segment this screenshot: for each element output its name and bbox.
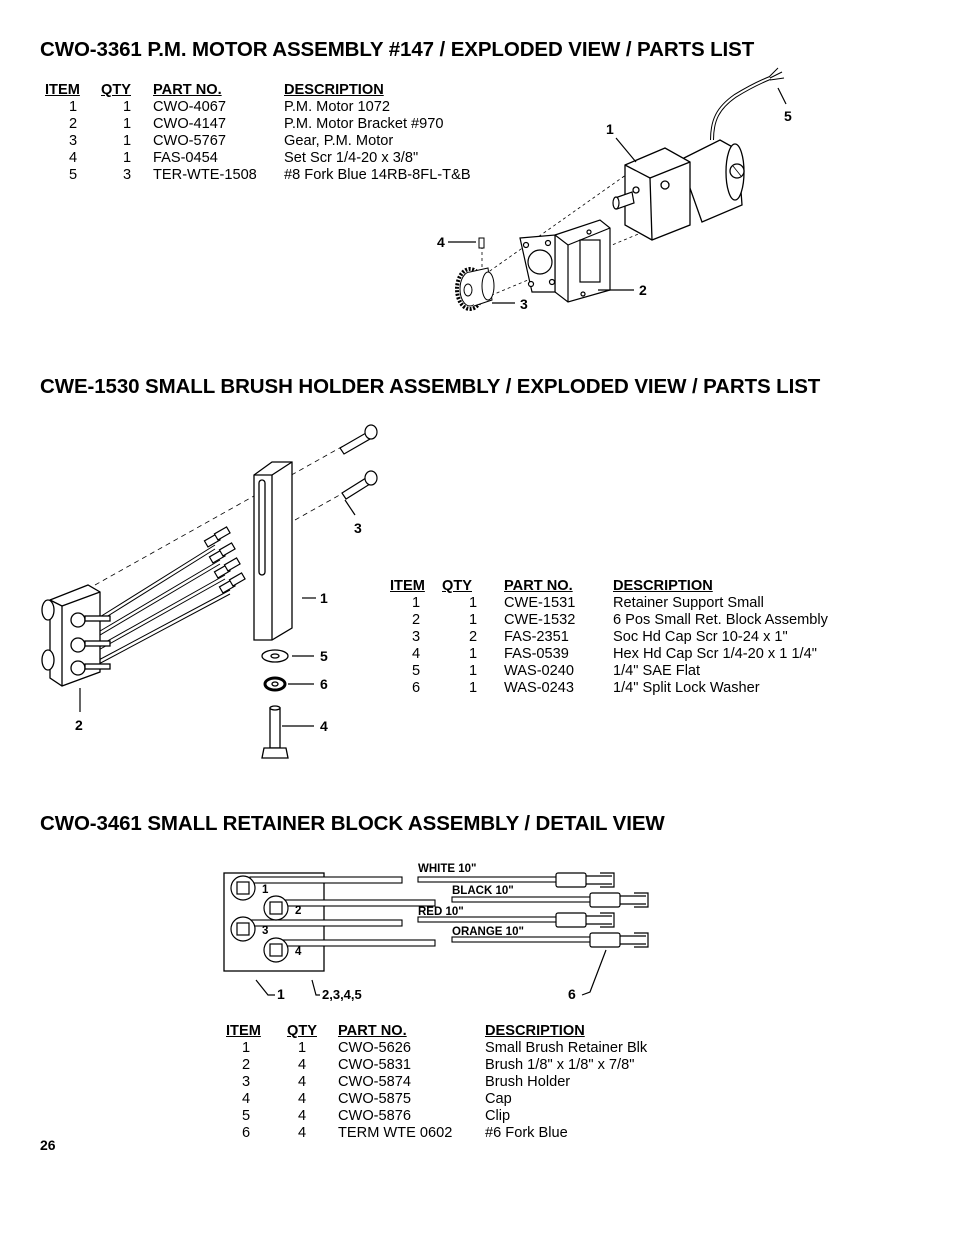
header-item: ITEM [390,578,425,594]
cell-item: 3 [241,1074,251,1090]
section1-parts-table [45,82,494,184]
cell-item: 2 [68,116,78,132]
wire-label-orange: ORANGE 10" [452,926,524,938]
wire-label-black: BLACK 10" [452,885,514,897]
table-row [45,150,494,167]
table-row [45,116,494,133]
cell-part-no: CWO-5767 [153,133,226,149]
callout-5: 5 [320,648,328,664]
table-row [390,595,853,612]
table-row [45,167,494,184]
header-part-no: PART NO. [504,578,573,594]
callout-4: 4 [437,234,445,250]
header-qty: QTY [101,82,131,98]
callout-1: 1 [606,121,614,137]
callout-6: 6 [568,986,576,1002]
cell-qty: 1 [122,99,132,115]
page-number: 26 [40,1137,56,1153]
table-row [45,133,494,150]
cell-qty: 1 [468,612,478,628]
callout-3: 3 [354,520,362,536]
header-item: ITEM [45,82,80,98]
fork-terminals [556,873,648,947]
cell-item: 1 [68,99,78,115]
cell-description: Set Scr 1/4-20 x 3/8" [284,150,419,166]
slot-number-1: 1 [262,884,269,896]
brush-holder-exploded-view [40,420,380,770]
cell-qty: 1 [122,150,132,166]
header-description: DESCRIPTION [485,1023,585,1039]
cell-part-no: CWO-5875 [338,1091,411,1107]
header-qty: QTY [287,1023,317,1039]
motor-exploded-view [430,65,810,325]
cell-part-no: CWO-5874 [338,1074,411,1090]
cell-part-no: FAS-0539 [504,646,569,662]
cell-item: 6 [411,680,421,696]
cell-part-no: FAS-0454 [153,150,218,166]
cell-part-no: TER-WTE-1508 [153,167,257,183]
cell-part-no: CWE-1531 [504,595,576,611]
cell-item: 1 [411,595,421,611]
cell-description: P.M. Motor 1072 [284,99,390,115]
retainer-block-detail-view [220,855,660,1010]
table-row [390,629,853,646]
table-row [226,1108,685,1125]
hex-bolt [262,706,288,758]
cable-leads [769,68,784,80]
header-qty: QTY [442,578,472,594]
header-item: ITEM [226,1023,261,1039]
wire-label-red: RED 10" [418,906,464,918]
header-description: DESCRIPTION [284,82,384,98]
cell-description: Soc Hd Cap Scr 10-24 x 1" [613,629,788,645]
retainer-support [254,462,292,640]
cell-item: 2 [411,612,421,628]
callout-2: 2 [639,282,647,298]
table-header-row [45,82,494,99]
cell-part-no: CWE-1532 [504,612,576,628]
table-row [45,99,494,116]
callout-2: 2 [75,717,83,733]
cell-qty: 4 [297,1091,307,1107]
cell-item: 4 [241,1091,251,1107]
cell-description: Brush Holder [485,1074,571,1090]
cell-item: 3 [68,133,78,149]
table-row [226,1057,685,1074]
section2-title: CWE-1530 SMALL BRUSH HOLDER ASSEMBLY / EXPLODED VIEW / PARTS LIST [40,375,821,398]
cell-part-no: CWO-4067 [153,99,226,115]
cell-description: 1/4" Split Lock Washer [613,680,760,696]
cell-item: 6 [241,1125,251,1141]
callout-3: 3 [520,296,528,312]
set-screw [479,238,484,248]
table-row [226,1091,685,1108]
cell-qty: 1 [468,680,478,696]
cell-part-no: CWO-5876 [338,1108,411,1124]
cell-description: Brush 1/8" x 1/8" x 7/8" [485,1057,635,1073]
table-header-row [390,578,853,595]
callout-1: 1 [320,590,328,606]
gearbox-housing [625,148,690,240]
cell-description: 1/4" SAE Flat [613,663,701,679]
table-row [390,663,853,680]
cell-description: 6 Pos Small Ret. Block Assembly [613,612,828,628]
cell-qty: 1 [122,116,132,132]
cell-qty: 3 [122,167,132,183]
cell-part-no: CWO-5626 [338,1040,411,1056]
cell-qty: 4 [297,1057,307,1073]
cell-item: 5 [411,663,421,679]
cell-item: 4 [68,150,78,166]
section3-parts-table [226,1023,685,1142]
cell-qty: 1 [122,133,132,149]
cell-item: 3 [411,629,421,645]
table-row [390,680,853,697]
retainer-block [42,585,110,686]
cell-item: 1 [241,1040,251,1056]
flat-washer [262,650,288,662]
slot-number-2: 2 [295,905,302,917]
table-row [226,1125,685,1142]
callout-5: 5 [784,108,792,124]
section2-parts-table [390,578,853,697]
cell-part-no: WAS-0240 [504,663,575,679]
section1-title: CWO-3361 P.M. MOTOR ASSEMBLY #147 / EXPLODED VIEW / PARTS LIST [40,38,755,61]
cell-qty: 4 [297,1074,307,1090]
header-part-no: PART NO. [338,1023,407,1039]
cell-part-no: TERM WTE 0602 [338,1125,453,1141]
cell-description: Retainer Support Small [613,595,764,611]
header-part-no: PART NO. [153,82,222,98]
wire-label-white: WHITE 10" [418,863,477,875]
cap-screw-lower [342,471,377,499]
table-row [390,612,853,629]
cell-qty: 1 [468,646,478,662]
cell-part-no: FAS-2351 [504,629,569,645]
section3-title: CWO-3461 SMALL RETAINER BLOCK ASSEMBLY / DETAIL VIEW [40,812,665,835]
callout-2345: 2,3,4,5 [322,987,362,1002]
cell-part-no: WAS-0243 [504,680,575,696]
cell-qty: 2 [468,629,478,645]
slot-number-3: 3 [262,925,269,937]
cell-qty: 4 [297,1108,307,1124]
cell-qty: 1 [468,663,478,679]
cell-qty: 4 [297,1125,307,1141]
cell-description: P.M. Motor Bracket #970 [284,116,444,132]
cell-item: 5 [68,167,78,183]
callout-1: 1 [277,986,285,1002]
table-row [226,1040,685,1057]
lock-washer [265,678,285,690]
cell-description: #6 Fork Blue [485,1125,568,1141]
cell-qty: 1 [297,1040,307,1056]
motor-bracket [520,220,610,302]
cell-item: 4 [411,646,421,662]
table-row [226,1074,685,1091]
cell-description: Cap [485,1091,512,1107]
cell-qty: 1 [468,595,478,611]
cell-part-no: CWO-4147 [153,116,226,132]
callout-4: 4 [320,718,328,734]
brush-wires [95,545,230,666]
callout-6: 6 [320,676,328,692]
cap-screw-upper [340,425,377,454]
cell-item: 5 [241,1108,251,1124]
cell-part-no: CWO-5831 [338,1057,411,1073]
header-description: DESCRIPTION [613,578,713,594]
cell-description: #8 Fork Blue 14RB-8FL-T&B [284,167,471,183]
cell-description: Gear, P.M. Motor [284,133,394,149]
cell-description: Hex Hd Cap Scr 1/4-20 x 1 1/4" [613,646,817,662]
table-row [390,646,853,663]
cell-description: Clip [485,1108,511,1124]
slot-number-4: 4 [295,946,302,958]
cell-description: Small Brush Retainer Blk [485,1040,648,1056]
gear [457,268,494,309]
cell-item: 2 [241,1057,251,1073]
table-header-row [226,1023,685,1040]
